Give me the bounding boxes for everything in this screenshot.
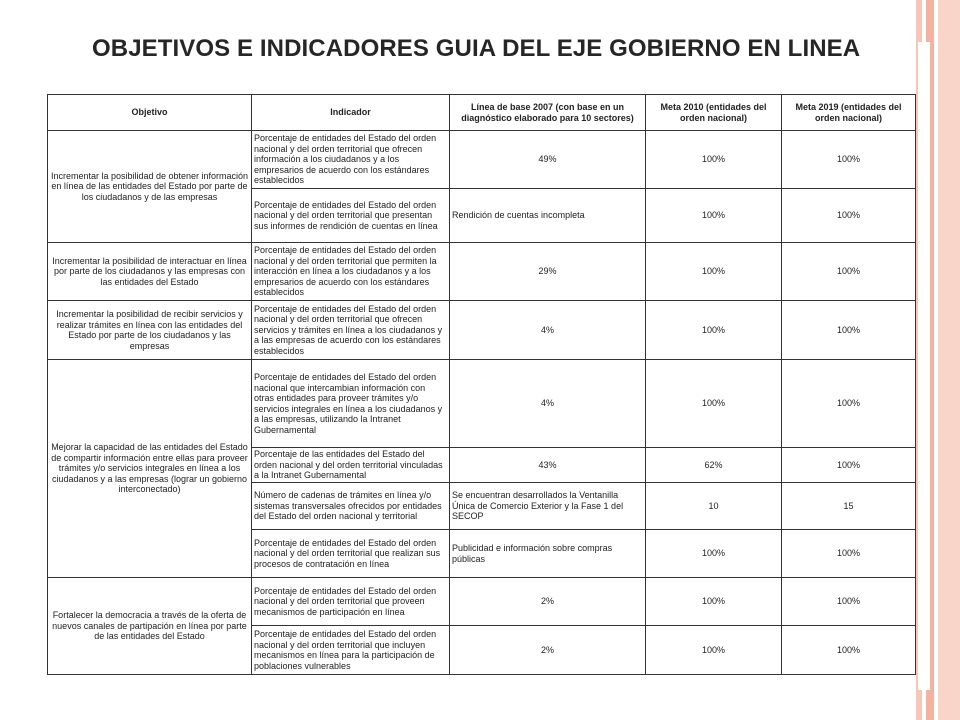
meta-2019-cell: 100%	[782, 578, 916, 626]
decor-stripe-3	[938, 0, 960, 720]
meta-2010-cell: 62%	[646, 448, 782, 483]
meta-2019-cell: 100%	[782, 448, 916, 483]
indicator-cell: Porcentaje de entidades del Estado del orden nacional que intercambian información con otras entidades para proveer trámites y/o servicios integrales en línea a los ciudadanos y a las empresas, utilizando la Intranet Gubernamental	[252, 360, 450, 448]
meta-2010-cell: 100%	[646, 360, 782, 448]
meta-2019-cell: 100%	[782, 530, 916, 578]
header-row	[48, 95, 916, 131]
indicator-cell: Número de cadenas de trámites en línea y/o sistemas transversales ofrecidos por entidades del Estado del orden nacional y territorial	[252, 483, 450, 530]
baseline-cell: Se encuentran desarrollados la Ventanilla Única de Comercio Exterior y la Fase 1 del SECOP	[450, 483, 646, 530]
baseline-cell: 2%	[450, 578, 646, 626]
baseline-cell: 4%	[450, 360, 646, 448]
meta-2010-cell: 100%	[646, 530, 782, 578]
indicator-cell: Porcentaje de entidades del Estado del orden nacional y del orden territorial que ofrecen información a los ciudadanos y a los empresarios de acuerdo con los estándares establecidos	[252, 131, 450, 189]
header-linea-base: Línea de base 2007 (con base en un diagnóstico elaborado para 10 sectores)	[450, 95, 646, 131]
indicator-cell: Porcentaje de entidades del Estado del orden nacional y del orden territorial que ofrecen servicios y trámites en línea a los ciudadanos y a las empresas de acuerdo con los estándares establecidos	[252, 301, 450, 360]
meta-2010-cell: 100%	[646, 131, 782, 189]
meta-2019-cell: 100%	[782, 301, 916, 360]
header-meta-2019: Meta 2019 (entidades del orden nacional)	[782, 95, 916, 131]
meta-2019-cell: 100%	[782, 360, 916, 448]
objective-cell: Fortalecer la democracia a través de la oferta de nuevos canales de partipación en línea por parte de las entidades del Estado	[48, 578, 252, 675]
baseline-cell: 29%	[450, 243, 646, 301]
objective-cell: Mejorar la capacidad de las entidades del Estado de compartir información entre ellas para proveer trámites y/o servicios integrales en línea a los ciudadanos y a las empresas (lograr un gobierno interconectado)	[48, 360, 252, 578]
baseline-cell: 2%	[450, 626, 646, 675]
objective-cell: Incrementar la posibilidad de interactuar en línea por parte de los ciudadanos y las empresas con las entidades del Estado	[48, 243, 252, 301]
table-row	[48, 301, 916, 360]
meta-2010-cell: 100%	[646, 243, 782, 301]
header-indicador: Indicador	[252, 95, 450, 131]
meta-2019-cell: 100%	[782, 189, 916, 243]
baseline-cell: 4%	[450, 301, 646, 360]
header-meta-2010: Meta 2010 (entidades del orden nacional)	[646, 95, 782, 131]
indicator-cell: Porcentaje de entidades del Estado del orden nacional y del orden territorial que realizan sus procesos de contratación en línea	[252, 530, 450, 578]
meta-2010-cell: 100%	[646, 189, 782, 243]
indicator-cell: Porcentaje de las entidades del Estado del orden nacional y del orden territorial vinculadas a la Intranet Gubernamental	[252, 448, 450, 483]
baseline-cell: 43%	[450, 448, 646, 483]
table-row	[48, 360, 916, 448]
table-row	[48, 131, 916, 189]
decor-mask	[918, 42, 930, 690]
meta-2010-cell: 10	[646, 483, 782, 530]
meta-2010-cell: 100%	[646, 626, 782, 675]
meta-2010-cell: 100%	[646, 301, 782, 360]
baseline-cell: Rendición de cuentas incompleta	[450, 189, 646, 243]
indicators-table	[47, 94, 916, 675]
meta-2019-cell: 100%	[782, 243, 916, 301]
objective-cell: Incrementar la posibilidad de obtener información en línea de las entidades del Estado por parte de los ciudadanos y de las empresas	[48, 131, 252, 243]
indicator-cell: Porcentaje de entidades del Estado del orden nacional y del orden territorial que incluyen mecanismos en línea para la participación de poblaciones vulnerables	[252, 626, 450, 675]
indicator-cell: Porcentaje de entidades del Estado del orden nacional y del orden territorial que presentan sus informes de rendición de cuentas en línea	[252, 189, 450, 243]
baseline-cell: 49%	[450, 131, 646, 189]
meta-2010-cell: 100%	[646, 578, 782, 626]
baseline-cell: Publicidad e información sobre compras públicas	[450, 530, 646, 578]
meta-2019-cell: 100%	[782, 131, 916, 189]
table-row	[48, 243, 916, 301]
objective-cell: Incrementar la posibilidad de recibir servicios y realizar trámites en línea con las entidades del Estado por parte de los ciudadanos y las empresas	[48, 301, 252, 360]
meta-2019-cell: 100%	[782, 626, 916, 675]
indicator-cell: Porcentaje de entidades del Estado del orden nacional y del orden territorial que permiten la interacción en línea a los ciudadanos y a los empresarios de acuerdo con los estándares establecidos	[252, 243, 450, 301]
indicator-cell: Porcentaje de entidades del Estado del orden nacional y del orden territorial que proveen mecanismos de participación en línea	[252, 578, 450, 626]
table-row	[48, 578, 916, 626]
header-objetivo: Objetivo	[48, 95, 252, 131]
page-title: OBJETIVOS E INDICADORES GUIA DEL EJE GOBIERNO EN LINEA	[92, 35, 861, 62]
meta-2019-cell: 15	[782, 483, 916, 530]
